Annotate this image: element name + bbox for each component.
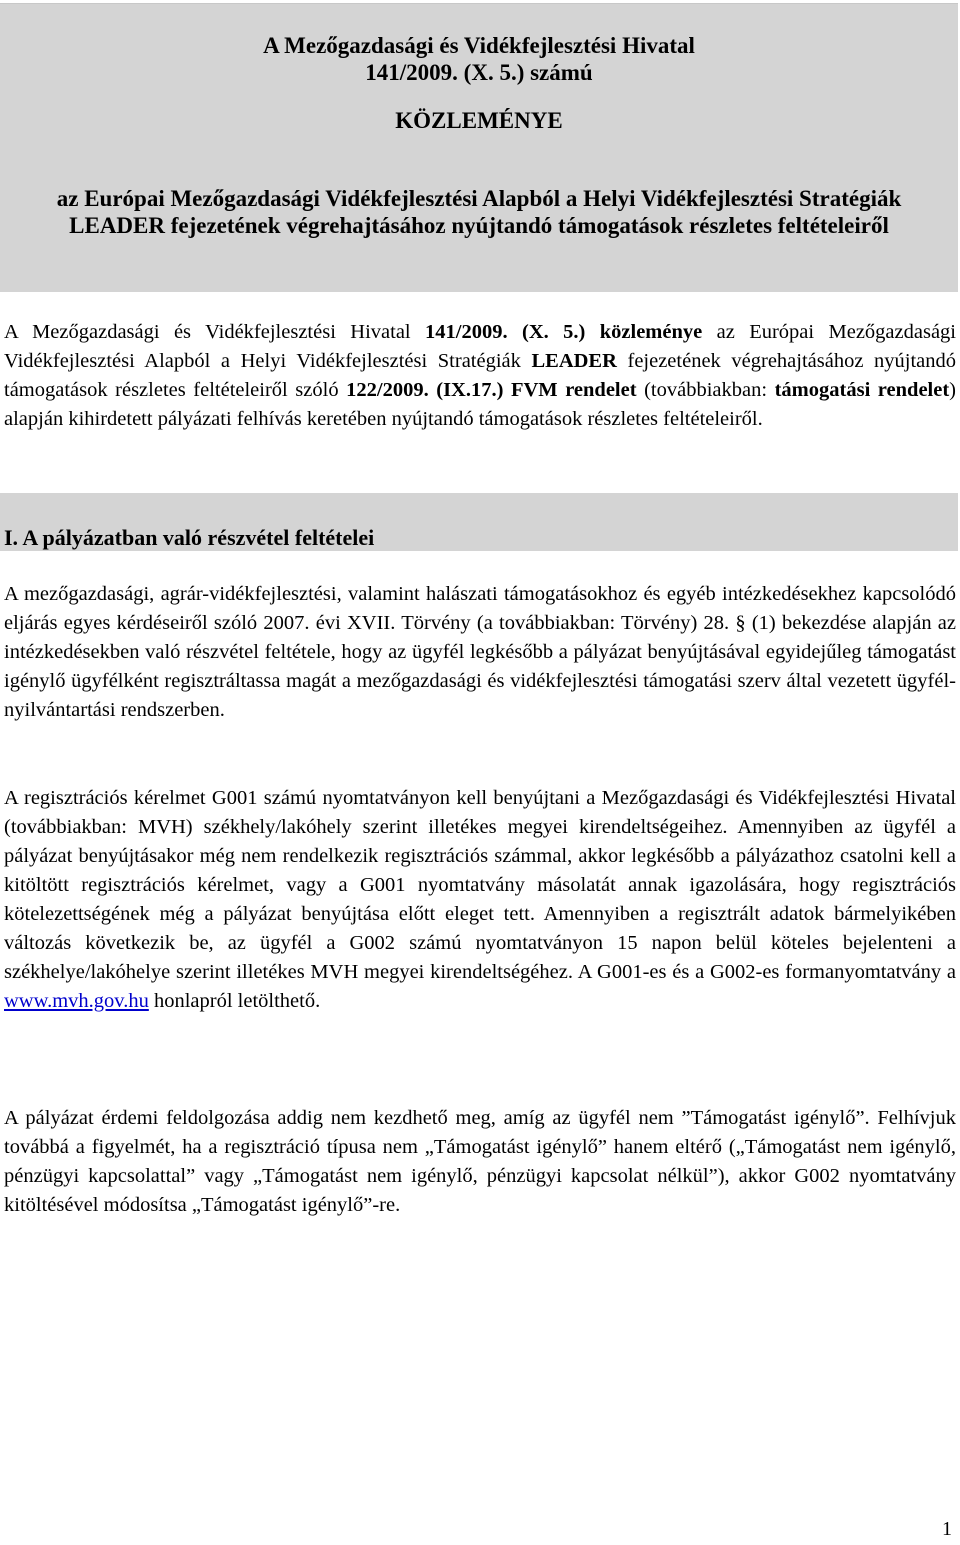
intro-paragraph	[4, 318, 956, 434]
intro-text-4: (továbbiakban:	[636, 379, 775, 401]
header-authority	[0, 32, 958, 86]
intro-bold-4: támogatási rendelet	[774, 379, 950, 401]
intro-text-1: A Mezőgazdasági és Vidékfejlesztési Hivatal	[4, 321, 426, 343]
section-heading: I. A pályázatban való részvétel feltételei	[4, 525, 375, 550]
intro-bold-3: 122/2009. (IX.17.) FVM rendelet	[346, 379, 637, 401]
header-subtitle-line1: az Európai Mezőgazdasági Vidékfejlesztési Alapból a Helyi Vidékfejlesztési Stratégiák	[56, 186, 902, 211]
intro-text-2: az Európai Mezőgazdasági Vidékfejlesztési Alapból a Helyi Vidékfejlesztési Stratégiák	[4, 321, 956, 372]
header-line2: 141/2009. (X. 5.) számú	[365, 60, 593, 85]
paragraph-processing-notice: A pályázat érdemi feldolgozása addig nem kezdhető meg, amíg az ügyfél nem ”Támogatást igénylő”. Felhívjuk továbbá a figyelmét, ha a regisztráció típusa nem „Támogatást igénylő” hanem eltérő („Támogatást nem igénylő, pénzügyi kapcsolattal” vagy „Támogatást nem igénylő, pénzügyi kapcsolat nélkül”), akkor G002 nyomtatvány kitöltésével módosítsa „Támogatást igénylő”-re.	[4, 1107, 956, 1216]
paragraph-registration-form-text: A regisztrációs kérelmet G001 számú nyomtatványon kell benyújtani a Mezőgazdasági és Vidékfejlesztési Hivatal (továbbiakban: MVH) székhely/lakóhely szerint illetékes megyei kirendeltségeihez. Amennyiben az ügyfél a pályázat benyújtásakor még nem rendelkezik regisztrációs számmal, akkor legkésőbb a pályázathoz csatolni kell a kitöltött regisztrációs kérelmet, vagy a G001 nyomtatvány másolatát annak igazolására, hogy regisztrációs kötelezettségének még a pályázat benyújtása előtt eleget tett. Amennyiben a regisztrált adatok bármelyikében változás következik be, az ügyfél a G002 számú nyomtatványon 15 napon belül köteles bejelenteni a székhelye/lakóhelye szerint illetékes MVH megyei kirendeltségéhez. A G001-es és a G002-es formanyomtatvány a	[4, 787, 956, 983]
page-number: 1	[942, 1518, 952, 1540]
intro-text-5: ) alapján kihirdetett pályázati felhívás keretében nyújtandó támogatások részletes feltételeiről.	[4, 379, 956, 430]
paragraph-registration-form	[4, 784, 956, 1016]
header-subtitle	[0, 185, 958, 239]
header-subtitle-line2: LEADER fejezetének végrehajtásához nyújtandó támogatások részletes feltételeiről	[69, 213, 889, 238]
intro-text-3: fejezetének végrehajtásához nyújtandó támogatások részletes feltételeiről szóló	[4, 350, 957, 401]
paragraph-registration-form-tail: honlapról letölthető.	[148, 990, 321, 1012]
intro-bold-1: 141/2009. (X. 5.) közleménye	[425, 321, 703, 343]
mvh-website-link[interactable]: www.mvh.gov.hu	[4, 990, 149, 1012]
header-line1: A Mezőgazdasági és Vidékfejlesztési Hivatal	[263, 33, 695, 58]
header-box	[0, 3, 958, 292]
header-title: KÖZLEMÉNYE	[395, 108, 563, 133]
paragraph-registration-requirement: A mezőgazdasági, agrár-vidékfejlesztési, valamint halászati támogatásokhoz és egyéb intézkedésekhez kapcsolódó eljárás egyes kérdéseiről szóló 2007. évi XVII. Törvény (a továbbiakban: Törvény) 28. § (1) bekezdése alapján az intézkedésekben való részvétel feltétele, hogy az ügyfél legkésőbb a pályázat benyújtásával egyidejűleg támogatást igénylő ügyfélként regisztráltassa magát a mezőgazdasági és vidékfejlesztési támogatási szerv által vezetett ügyfél-nyilvántartási rendszerben.	[4, 583, 956, 721]
intro-bold-2: LEADER	[531, 350, 617, 372]
